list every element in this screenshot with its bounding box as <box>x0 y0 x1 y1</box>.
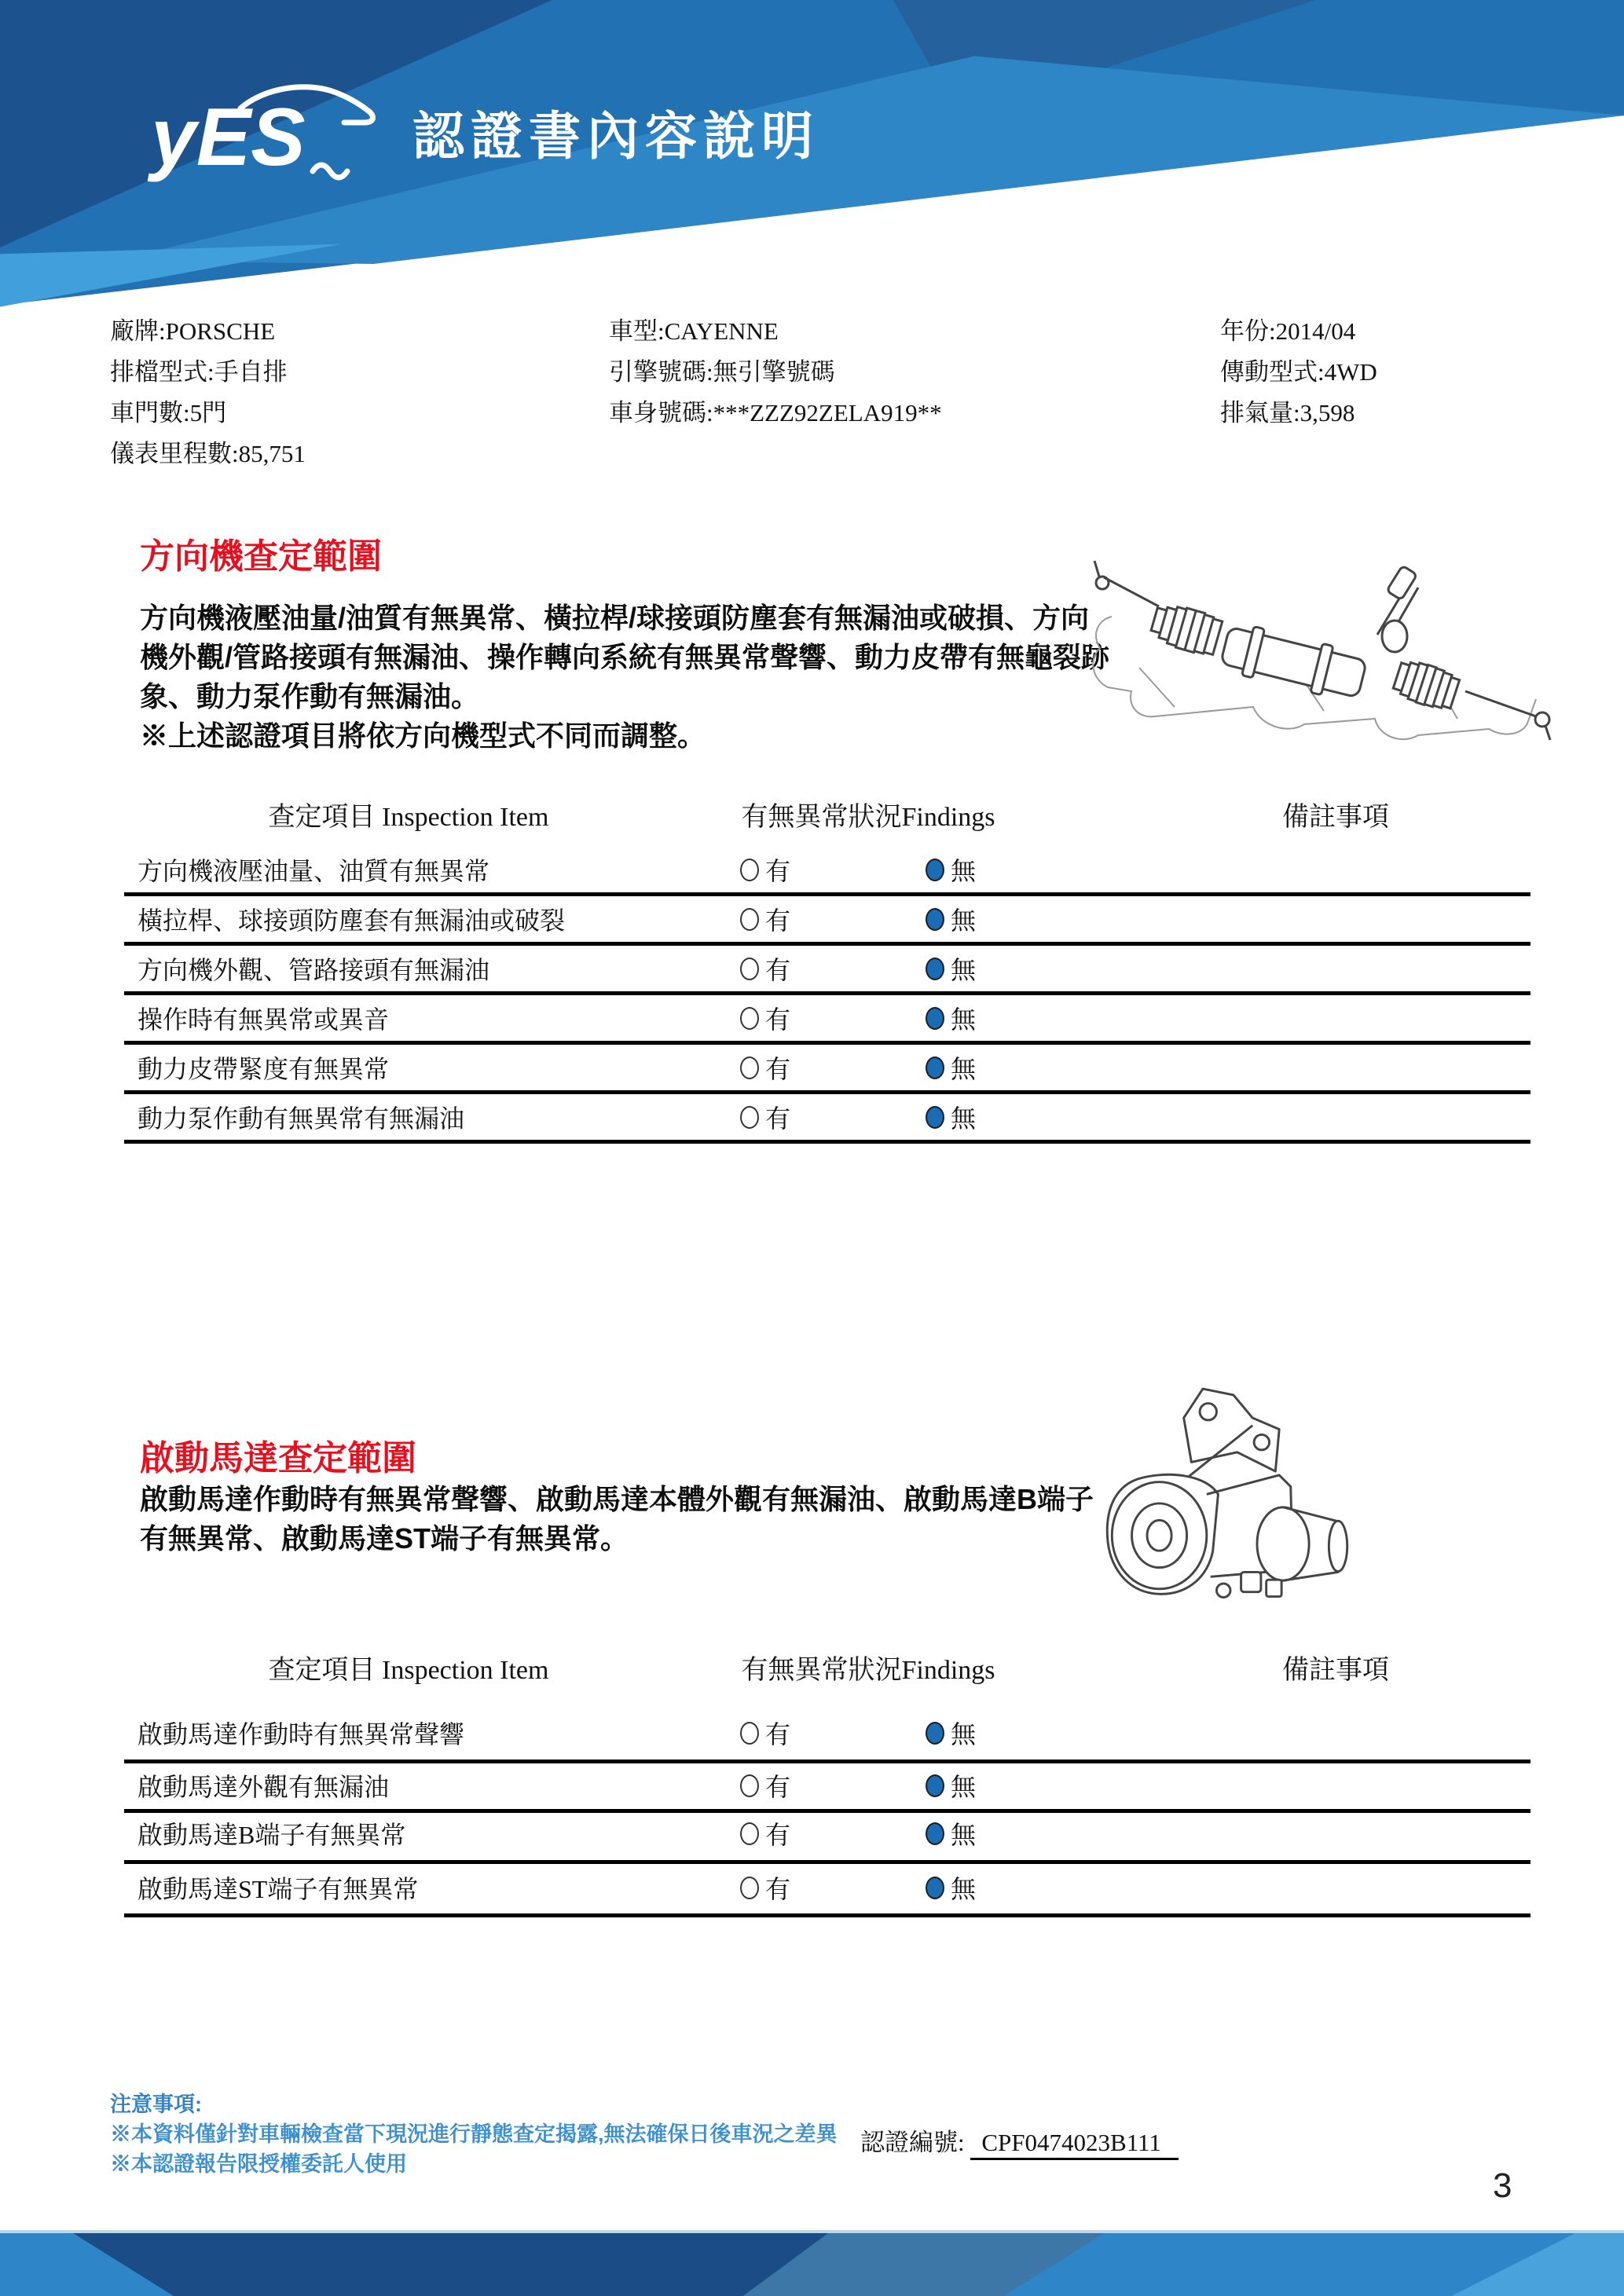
radio-yes-icon[interactable] <box>740 958 759 980</box>
finding-option-yes[interactable]: 有 <box>740 901 790 937</box>
steering-description-text: 方向機液壓油量/油質有無異常、橫拉桿/球接頭防塵套有無漏油或破損、方向機外觀/管路接頭有無漏油、操作轉向系統有無異常聲響、動力皮帶有無龜裂跡象、動力泵作動有無漏油。 <box>140 602 1110 712</box>
radio-yes-icon[interactable] <box>740 1877 759 1899</box>
steering-rack-illustration <box>1061 542 1587 754</box>
starter-description-text: 啟動馬達作動時有無異常聲響、啟動馬達本體外觀有無漏油、啟動馬達B端子有無異常、啟動馬達ST端子有無異常。 <box>140 1483 1094 1554</box>
finding-option-yes[interactable]: 有 <box>740 1099 790 1135</box>
table-row <box>0 1767 1624 1803</box>
table-row <box>0 1715 1624 1751</box>
radio-yes-icon[interactable] <box>740 1007 759 1030</box>
finding-option-yes[interactable]: 有 <box>740 1715 790 1751</box>
row-separator <box>124 991 1531 995</box>
inspection-item-label: 啟動馬達作動時有無異常聲響 <box>137 1720 465 1749</box>
table-row <box>0 901 1624 937</box>
row-separator <box>124 1041 1531 1045</box>
radio-yes-icon[interactable] <box>740 1722 759 1745</box>
inspection-item-label: 橫拉桿、球接頭防塵套有無漏油或破裂 <box>137 906 566 935</box>
table-row <box>0 1815 1624 1851</box>
yes-car-logo-icon <box>144 77 387 187</box>
section-starter-title: 啟動馬達查定範圍 <box>140 1439 416 1478</box>
finding-option-no[interactable]: 無 <box>926 1049 976 1086</box>
info-year: 年份:2014/04 <box>1220 317 1356 345</box>
radio-yes-icon[interactable] <box>740 1106 759 1129</box>
table-row <box>0 851 1624 888</box>
table1-header-note: 備註事項 <box>1282 803 1389 832</box>
row-separator <box>124 1913 1531 1917</box>
table2-header-note: 備註事項 <box>1282 1656 1389 1685</box>
radio-yes-icon[interactable] <box>740 1774 759 1797</box>
radio-yes-icon[interactable] <box>740 1822 759 1845</box>
finding-option-no[interactable]: 無 <box>926 1715 976 1751</box>
row-separator <box>124 1090 1531 1094</box>
radio-yes-icon[interactable] <box>740 859 759 881</box>
header-banner <box>0 0 1624 330</box>
page-number: 3 <box>1493 2166 1512 2205</box>
table1-header-findings: 有無異常狀況Findings <box>741 803 995 832</box>
finding-option-no[interactable]: 無 <box>926 1869 976 1906</box>
inspection-item-label: 啟動馬達B端子有無異常 <box>137 1821 406 1849</box>
notes-heading: 注意事項: <box>110 2093 202 2116</box>
table1-header-item: 查定項目 Inspection Item <box>268 803 549 832</box>
radio-no-icon[interactable] <box>926 1007 944 1030</box>
car-tail-wave <box>313 165 347 178</box>
table-row <box>0 1869 1624 1906</box>
radio-no-icon[interactable] <box>926 1106 944 1129</box>
radio-no-icon[interactable] <box>926 908 944 931</box>
note-line-1: ※本資料僅針對車輛檢查當下現況進行靜態查定揭露,無法確保日後車況之差異 <box>110 2122 838 2146</box>
attention-notes <box>110 2089 838 2179</box>
section-steering-description <box>140 599 1114 756</box>
radio-no-icon[interactable] <box>926 1877 944 1899</box>
table2-header-findings: 有無異常狀況Findings <box>741 1656 995 1685</box>
info-model: 車型:CAYENNE <box>609 317 779 345</box>
starter-motor-illustration <box>1092 1368 1367 1635</box>
finding-option-yes[interactable]: 有 <box>740 1049 790 1086</box>
radio-no-icon[interactable] <box>926 1822 944 1845</box>
certificate-number-value: CPF0474023B111 <box>970 2129 1179 2160</box>
finding-option-no[interactable]: 無 <box>926 901 976 937</box>
logo-text-glyph: yES <box>151 92 306 183</box>
table2-header-item: 查定項目 Inspection Item <box>268 1656 549 1685</box>
info-transmission: 排檔型式:手自排 <box>110 358 288 386</box>
finding-option-yes[interactable]: 有 <box>740 1869 790 1906</box>
finding-option-no[interactable]: 無 <box>926 950 976 987</box>
table-row <box>0 1000 1624 1036</box>
footer-band <box>0 2230 1624 2296</box>
finding-option-no[interactable]: 無 <box>926 1099 976 1135</box>
radio-yes-icon[interactable] <box>740 908 759 931</box>
radio-no-icon[interactable] <box>926 958 944 980</box>
row-separator <box>124 942 1531 946</box>
section-steering-title: 方向機查定範圍 <box>140 537 382 576</box>
table-row <box>0 950 1624 987</box>
finding-option-yes[interactable]: 有 <box>740 1815 790 1851</box>
info-engine-no: 引擎號碼:無引擎號碼 <box>609 358 835 386</box>
section-starter-description <box>140 1480 1114 1558</box>
finding-option-no[interactable]: 無 <box>926 1000 976 1036</box>
inspection-item-label: 動力泵作動有無異常有無漏油 <box>137 1104 465 1133</box>
table-row <box>0 1049 1624 1086</box>
radio-no-icon[interactable] <box>926 1056 944 1079</box>
page-title: 認證書內容說明 <box>412 107 819 165</box>
certificate-number-label: 認證編號: <box>860 2129 965 2156</box>
row-separator <box>124 1760 1531 1763</box>
radio-no-icon[interactable] <box>926 859 944 881</box>
finding-option-no[interactable]: 無 <box>926 1815 976 1851</box>
info-mileage: 儀表里程數:85,751 <box>110 440 306 467</box>
radio-yes-icon[interactable] <box>740 1056 759 1079</box>
certificate-number-row <box>860 2122 1179 2158</box>
radio-no-icon[interactable] <box>926 1774 944 1797</box>
inspection-item-label: 操作時有無異常或異音 <box>137 1005 390 1034</box>
info-brand: 廠牌:PORSCHE <box>110 317 276 345</box>
finding-option-no[interactable]: 無 <box>926 851 976 888</box>
radio-no-icon[interactable] <box>926 1722 944 1745</box>
table-row <box>0 1099 1624 1135</box>
finding-option-yes[interactable]: 有 <box>740 1767 790 1803</box>
info-displacement: 排氣量:3,598 <box>1220 399 1355 427</box>
steering-adjust-note: ※上述認證項目將依方向機型式不同而調整。 <box>140 720 706 752</box>
row-separator <box>124 1860 1531 1864</box>
finding-option-yes[interactable]: 有 <box>740 851 790 888</box>
inspection-item-label: 啟動馬達ST端子有無異常 <box>137 1875 419 1903</box>
row-separator <box>124 892 1531 896</box>
finding-option-no[interactable]: 無 <box>926 1767 976 1803</box>
inspection-item-label: 啟動馬達外觀有無漏油 <box>137 1773 390 1801</box>
row-separator <box>124 1809 1531 1813</box>
inspection-item-label: 方向機液壓油量、油質有無異常 <box>137 857 490 885</box>
finding-option-yes[interactable]: 有 <box>740 950 790 987</box>
inspection-item-label: 動力皮帶緊度有無異常 <box>137 1055 390 1083</box>
inspection-item-label: 方向機外觀、管路接頭有無漏油 <box>137 956 490 984</box>
info-vin: 車身號碼:***ZZZ92ZELA919** <box>609 399 942 427</box>
note-line-2: ※本認證報告限授權委託人使用 <box>110 2152 407 2176</box>
finding-option-yes[interactable]: 有 <box>740 1000 790 1036</box>
info-doors: 車門數:5門 <box>110 399 227 427</box>
row-separator <box>124 1140 1531 1144</box>
info-drivetrain: 傳動型式:4WD <box>1220 358 1377 386</box>
